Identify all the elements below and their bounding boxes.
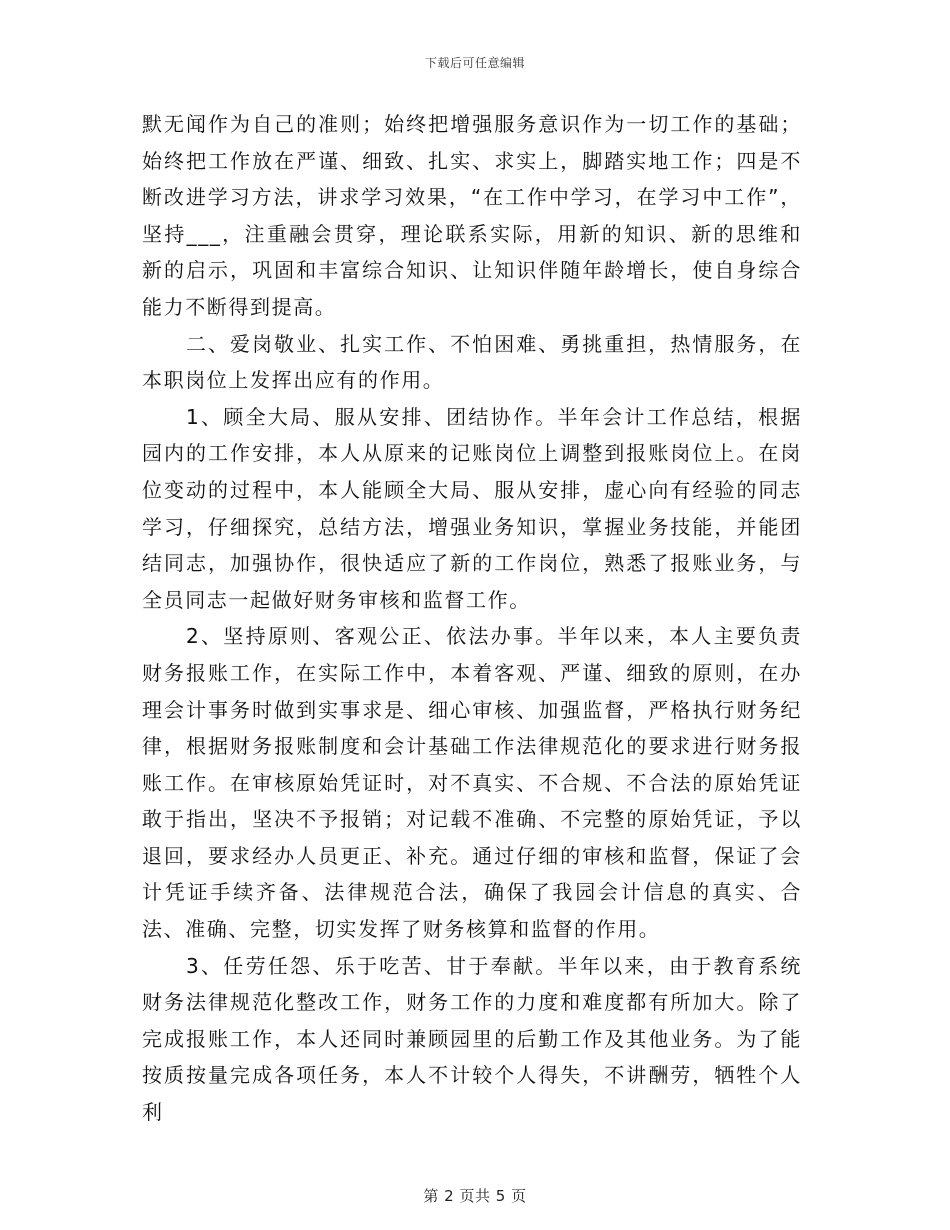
body-paragraph-4: 2、坚持原则、客观公正、依法办事。半年以来，本人主要负责财务报账工作，在实际工作中，本着客观、严谨、细致的原则，在办理会计事务时做到实事求是、细心审核、加强监督，严格执行财务纪律，根据财务报账制度和会计基础工作法律规范化的要求进行财务报账工作。在审核原始凭证时，对不真实、不合规、不合法的原始凭证敢于指出，坚决不予报销；对记载不准确、不完整的原始凭证，予以退回，要求经办人员更正、补充。通过仔细的审核和监督，保证了会计凭证手续齐备、法律规范合法，确保了我园会计信息的真实、合法、准确、完整，切实发挥了财务核算和监督的作用。 [142, 624, 802, 942]
body-paragraph-2: 二、爱岗敬业、扎实工作、不怕困难、勇挑重担，热情服务，在本职岗位上发挥出应有的作用。 [142, 331, 802, 393]
body-paragraph-3: 1、顾全大局、服从安排、团结协作。半年会计工作总结，根据园内的工作安排，本人从原来的记账岗位上调整到报账岗位上。在岗位变动的过程中，本人能顾全大局、服从安排，虚心向有经验的同志学习，仔细探究，总结方法，增强业务知识，掌握业务技能，并能团结同志，加强协作，很快适应了新的工作岗位，熟悉了报账业务，与全员同志一起做好财务审核和监督工作。 [142, 404, 802, 612]
body-paragraph-5: 3、任劳任怨、乐于吃苦、甘于奉献。半年以来，由于教育系统财务法律规范化整改工作，财务工作的力度和难度都有所加大。除了完成报账工作，本人还同时兼顾园里的后勤工作及其他业务。为了能按质按量完成各项任务，本人不计较个人得失，不讲酬劳，牺牲个人利 [142, 953, 802, 1125]
page-header: 下载后可任意编辑 [424, 56, 525, 70]
page-number-footer: 第 2 页共 5 页 [423, 1187, 527, 1205]
document-body [142, 106, 802, 1131]
body-paragraph-1: 默无闻作为自己的准则；始终把增强服务意识作为一切工作的基础；始终把工作放在严谨、细致、扎实、求实上，脚踏实地工作；四是不断改进学习方法，讲求学习效果，“在工作中学习，在学习中工作”，坚持___，注重融会贯穿，理论联系实际，用新的知识、新的思维和新的启示，巩固和丰富综合知识、让知识伴随年龄增长，使自身综合能力不断得到提高。 [142, 112, 802, 319]
